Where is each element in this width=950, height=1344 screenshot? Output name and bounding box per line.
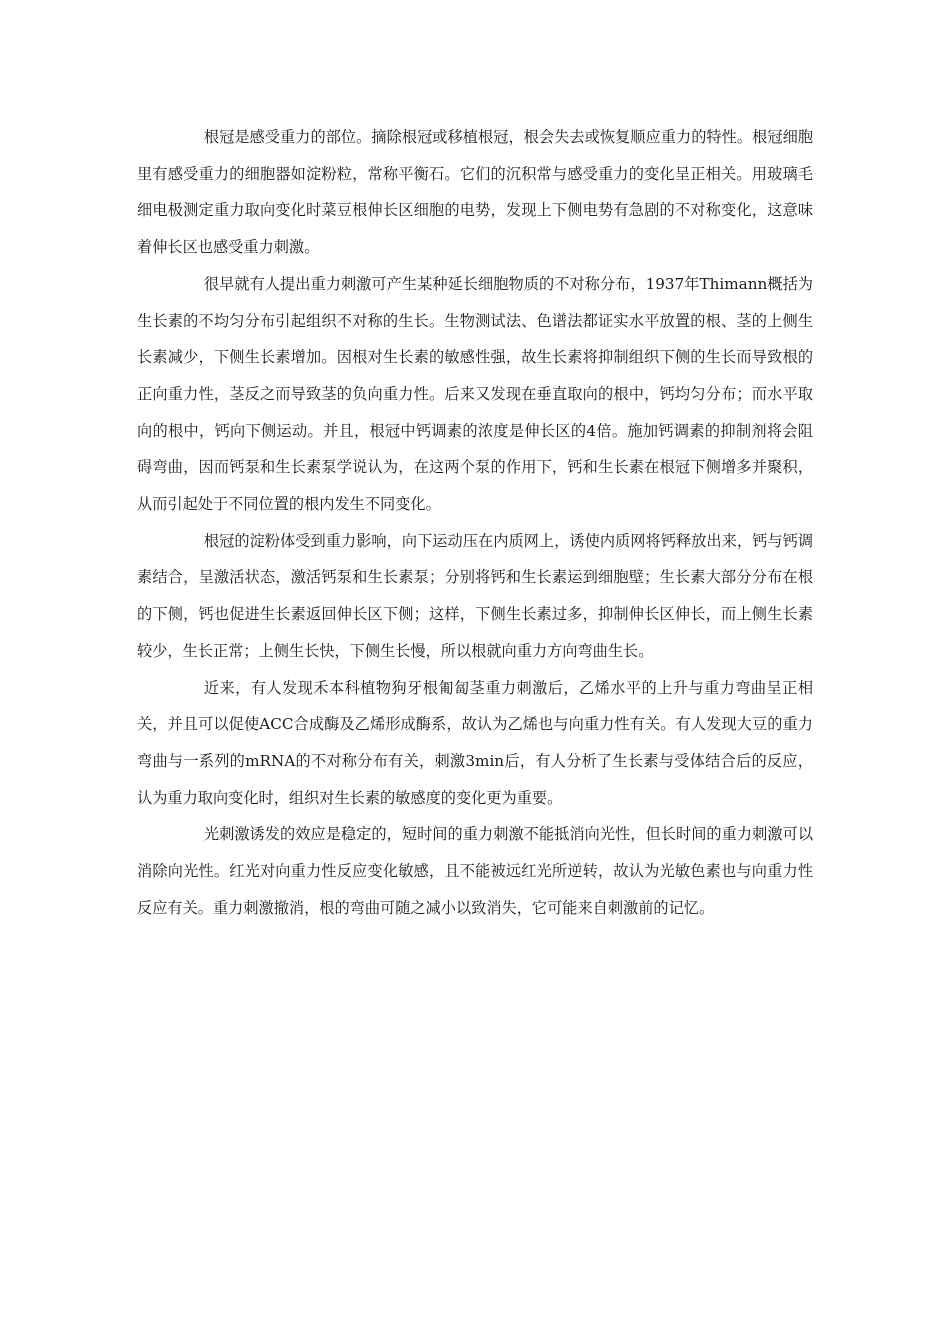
paragraph-auxin-distribution: 很早就有人提出重力刺激可产生某种延长细胞物质的不对称分布，1937年Thimann概括为生长素的不均匀分布引起组织不对称的生长。生物测试法、色谱法都证实水平放置的根、茎的上侧生长素减少，下侧生长素增加。因根对生长素的敏感性强，故生长素将抑制组织下侧的生长而导致根的正向重力性，茎反之而导致茎的负向重力性。后来又发现在垂直取向的根中，钙均匀分布；而水平取向的根中，钙向下侧运动。并且，根冠中钙调素的浓度是伸长区的4倍。施加钙调素的抑制剂将会阻碍弯曲，因而钙泵和生长素泵学说认为，在这两个泵的作用下，钙和生长素在根冠下侧增多并聚积，从而引起处于不同位置的根内发生不同变化。 [137, 274, 813, 514]
paragraph-light-stimulus: 光刺激诱发的效应是稳定的，短时间的重力刺激不能抵消向光性，但长时间的重力刺激可以消除向光性。红光对向重力性反应变化敏感，且不能被远红光所逆转，故认为光敏色素也与向重力性反应有关。重力刺激撤消，根的弯曲可随之减小以致消失，它可能来自刺激前的记忆。 [137, 825, 813, 917]
paragraph-ethylene: 近来，有人发现禾本科植物狗牙根匍匐茎重力刺激后，乙烯水平的上升与重力弯曲呈正相关，并且可以促使ACC合成酶及乙烯形成酶系，故认为乙烯也与向重力性有关。有人发现大豆的重力弯曲与一系列的mRNA的不对称分布有关，刺激3min后，有人分析了生长素与受体结合后的反应，认为重力取向变化时，组织对生长素的敏感度的变化更为重要。 [137, 678, 813, 807]
paragraph-root-cap: 根冠是感受重力的部位。摘除根冠或移植根冠，根会失去或恢复顺应重力的特性。根冠细胞里有感受重力的细胞器如淀粉粒，常称平衡石。它们的沉积常与感受重力的变化呈正相关。用玻璃毛细电极测定重力取向变化时菜豆根伸长区细胞的电势，发现上下侧电势有急剧的不对称变化，这意味着伸长区也感受重力刺激。 [137, 128, 813, 257]
document-body [137, 119, 813, 926]
paragraph-amyloplast-mechanism: 根冠的淀粉体受到重力影响，向下运动压在内质网上，诱使内质网将钙释放出来，钙与钙调素结合，呈激活状态，激活钙泵和生长素泵；分别将钙和生长素运到细胞壁；生长素大部分分布在根的下侧，钙也促进生长素返回伸长区下侧；这样，下侧生长素过多，抑制伸长区伸长，而上侧生长素较少，生长正常；上侧生长快，下侧生长慢，所以根就向重力方向弯曲生长。 [137, 531, 813, 660]
